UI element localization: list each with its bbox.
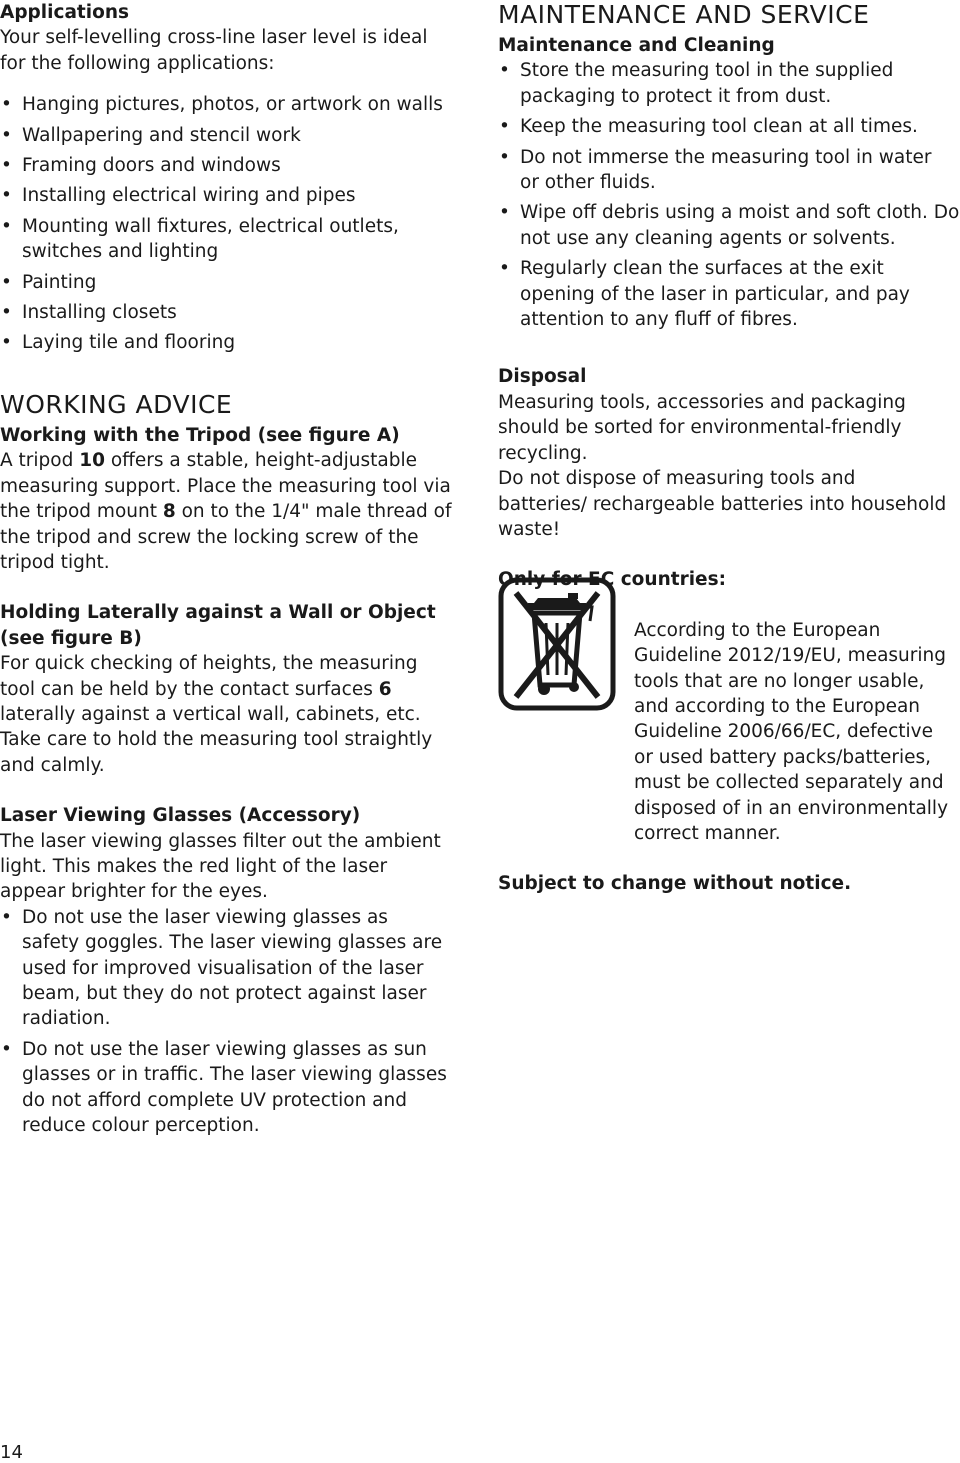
glasses-intro: The laser viewing glasses filter out the ambient light. This makes the red light of the laser appear brighter for the eyes. bbox=[0, 830, 441, 903]
maintenance-list bbox=[498, 58, 960, 332]
list-item: • Keep the measuring tool clean at all times. bbox=[498, 114, 960, 139]
applications-list bbox=[0, 92, 470, 356]
list-item: • Do not use the laser viewing glasses as sun glasses or in traffic. The laser viewing glasses do not afford complete UV protection and reduce colour perception. bbox=[0, 1037, 460, 1139]
applications-heading: Applications bbox=[0, 2, 130, 23]
working-advice-title: WORKING ADVICE bbox=[0, 389, 233, 419]
list-item: • Framing doors and windows bbox=[0, 153, 470, 178]
ec-text: According to the European Guideline 2012/19/EU, measuring tools that are no longer usable, and according to the European Guideline 2006/66/EC, defective or used battery packs/batteries, must be collected separately and disposed of in an environmentally correct manner. bbox=[634, 619, 949, 844]
part-number-6: 6 bbox=[378, 678, 392, 700]
list-item: • Painting bbox=[0, 270, 470, 295]
list-item: • Installing closets bbox=[0, 300, 470, 325]
list-item: • Regularly clean the surfaces at the exit opening of the laser in particular, and pay attention to any fluff of fibres. bbox=[498, 256, 953, 332]
cleaning-heading: Maintenance and Cleaning bbox=[498, 35, 775, 56]
disposal-heading: Disposal bbox=[498, 366, 587, 388]
ec-heading: Only for EC countries: bbox=[498, 569, 726, 591]
page-number: 14 bbox=[0, 1442, 23, 1463]
tripod-heading: Working with the Tripod (see figure A) bbox=[0, 424, 400, 446]
list-item: • Hanging pictures, photos, or artwork on walls bbox=[0, 92, 470, 117]
list-item: • Laying tile and flooring bbox=[0, 330, 470, 355]
list-item: • Mounting wall fixtures, electrical outlets, switches and lighting bbox=[0, 214, 420, 265]
list-item: • Do not use the laser viewing glasses as safety goggles. The laser viewing glasses are used for improved visualisation of the laser beam, but they do not protect against laser radiation. bbox=[0, 905, 450, 1032]
disposal-text-2: Do not dispose of measuring tools and batteries/ rechargeable batteries into household waste! bbox=[498, 468, 947, 540]
disposal-text-1: Measuring tools, accessories and packaging should be sorted for environmental-friendly recycling. bbox=[498, 391, 906, 464]
glasses-list bbox=[0, 905, 470, 1139]
change-notice: Subject to change without notice. bbox=[498, 873, 852, 895]
list-item: • Store the measuring tool in the supplied packaging to protect it from dust. bbox=[498, 58, 943, 109]
part-number-8: 8 bbox=[162, 501, 176, 523]
list-item: • Installing electrical wiring and pipes bbox=[0, 183, 470, 208]
applications-intro: Your self-levelling cross-line laser level is ideal for the following applications: bbox=[0, 27, 428, 74]
tripod-text: A tripod 10 offers a stable, height-adjustable measuring support. Place the measuring tool via the tripod mount 8 on to the 1/4" male thread of the tripod and screw the locking screw of the tripod tight. bbox=[0, 450, 452, 573]
holding-heading: Holding Laterally against a Wall or Object (see figure B) bbox=[0, 602, 436, 649]
holding-text: For quick checking of heights, the measuring tool can be held by the contact surfaces 6 laterally against a vertical wall, cabinets, etc. Take care to hold the measuring tool straightly and calmly. bbox=[0, 653, 433, 776]
right-column bbox=[498, 0, 960, 897]
list-item: • Wallpapering and stencil work bbox=[0, 123, 470, 148]
glasses-heading: Laser Viewing Glasses (Accessory) bbox=[0, 805, 361, 827]
list-item: • Do not immerse the measuring tool in water or other fluids. bbox=[498, 145, 953, 196]
part-number-10: 10 bbox=[79, 450, 105, 472]
maintenance-title: MAINTENANCE AND SERVICE bbox=[498, 0, 870, 29]
list-item: • Wipe off debris using a moist and soft cloth. Do not use any cleaning agents or solvents. bbox=[498, 200, 960, 251]
left-column bbox=[0, 0, 470, 1138]
crossed-out-wheelie-bin-icon bbox=[498, 577, 616, 711]
